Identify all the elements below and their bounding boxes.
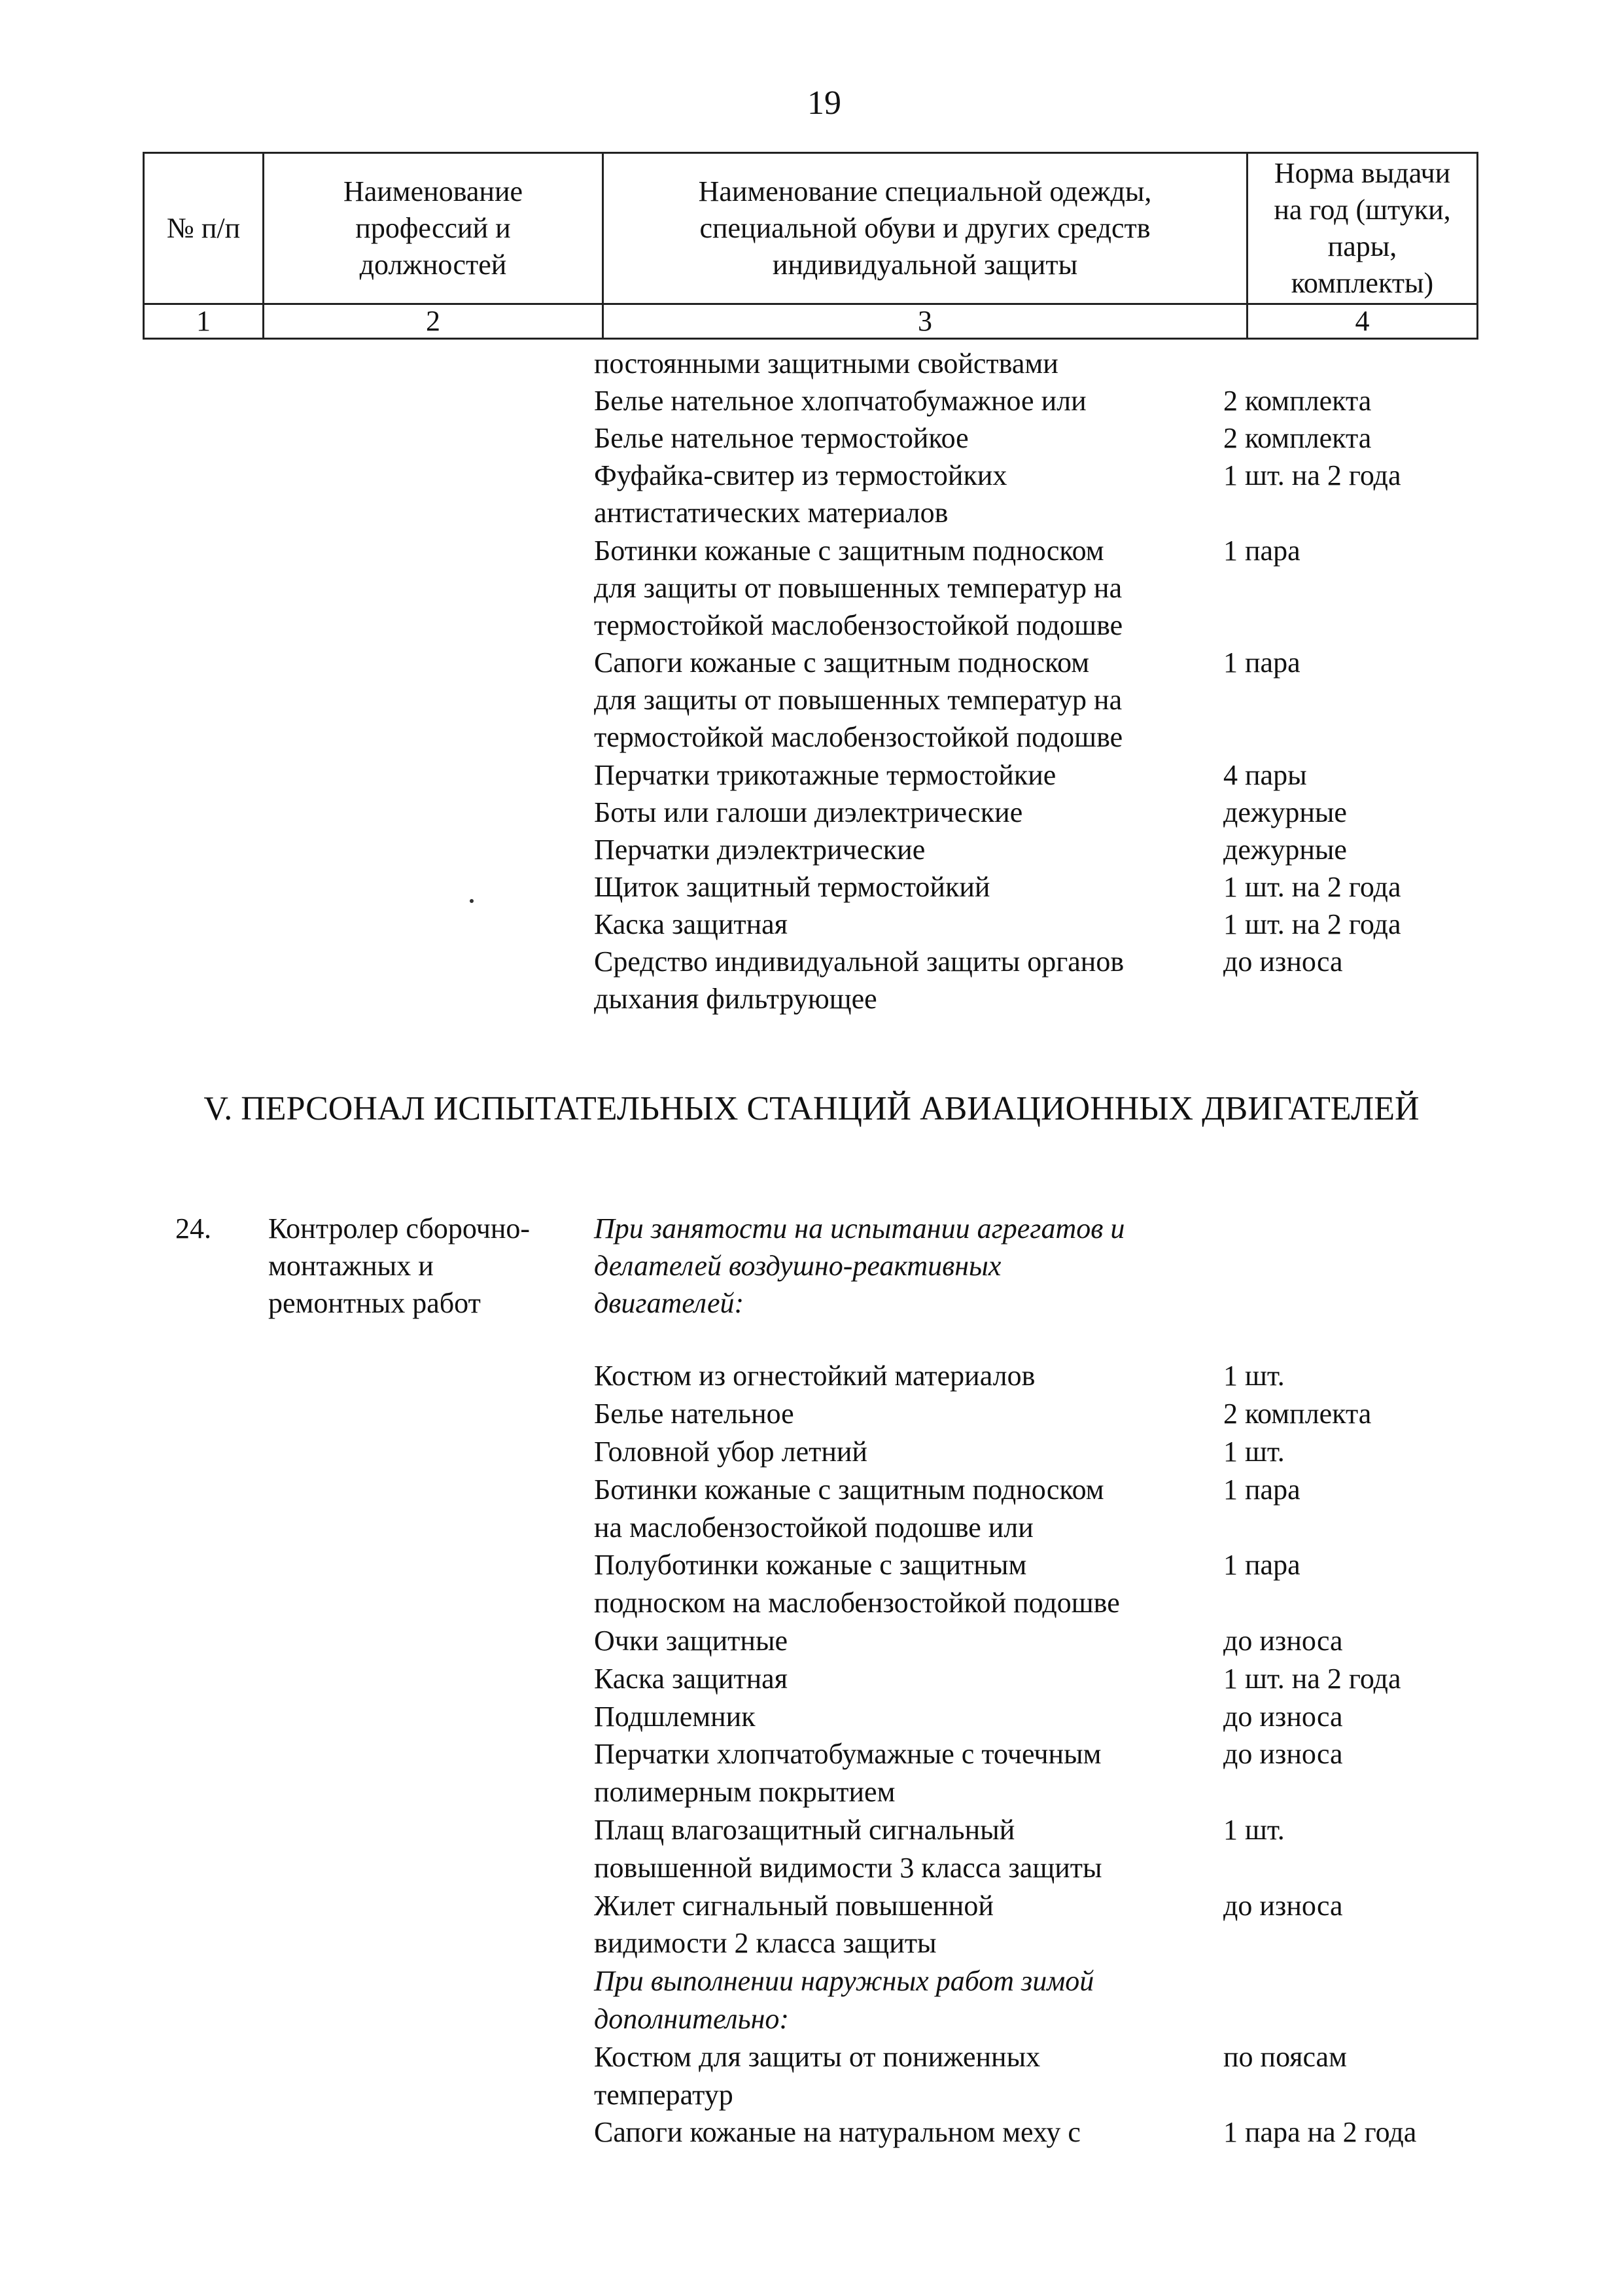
item-name-line: полимерным покрытием (594, 1776, 896, 1808)
entry-profession-line: ремонтных работ (268, 1287, 481, 1319)
header-col-equipment-line: специальной обуви и других средств (699, 212, 1151, 244)
item-name-line: для защиты от повышенных температур на (594, 684, 1123, 716)
item-name-line: Плащ влагозащитный сигнальный (594, 1814, 1015, 1846)
item-norm: 1 шт. (1223, 1436, 1285, 1468)
item-norm: до износа (1223, 1625, 1343, 1657)
header-col-equipment (603, 153, 1248, 304)
item-name-line: температур (594, 2079, 733, 2111)
entry-condition-line: При занятости на испытании агрегатов и (594, 1212, 1125, 1245)
entry-condition-line: двигателей: (594, 1287, 744, 1319)
item-norm: 1 шт. на 2 года (1223, 871, 1401, 903)
item-name-line: Боты или галоши диэлектрические (594, 796, 1023, 828)
item-name-line: Очки защитные (594, 1625, 788, 1657)
item-name-line: Белье нательное термостойкое (594, 422, 969, 454)
item-norm: до износа (1223, 945, 1343, 978)
item-name-line: повышенной видимости 3 класса защиты (594, 1852, 1102, 1884)
winter-condition-line: При выполнении наружных работ зимой (594, 1965, 1094, 1997)
header-col-norm-line: пары, (1327, 230, 1397, 262)
table-header (143, 152, 1478, 340)
item-norm: 1 пара (1223, 1474, 1300, 1506)
entry-condition-line: делателей воздушно-реактивных (594, 1250, 1002, 1282)
header-col-equipment-line: Наименование специальной одежды, (698, 175, 1152, 207)
page-number: 19 (807, 84, 841, 122)
header-col-norm-line: комплекты) (1291, 267, 1434, 299)
item-norm: 1 шт. (1223, 1814, 1285, 1846)
header-col-profession-line: профессий и (355, 212, 511, 244)
item-name-line: Каска защитная (594, 908, 788, 940)
item-norm: 2 комплекта (1223, 385, 1372, 417)
entry-profession-line: монтажных и (268, 1250, 434, 1282)
header-col-norm-line: Норма выдачи (1274, 157, 1451, 189)
stray-dot (470, 899, 474, 903)
item-name-line: на маслобензостойкой подошве или (594, 1511, 1034, 1544)
item-norm: 2 комплекта (1223, 1398, 1372, 1430)
item-name-line: Ботинки кожаные с защитным подноском (594, 535, 1104, 567)
item-norm: 4 пары (1223, 759, 1307, 791)
header-col-norm-line: на год (штуки, (1274, 194, 1451, 226)
item-name-line: антистатических материалов (594, 497, 949, 529)
header-col-norm (1248, 153, 1478, 304)
header-col-number: № п/п (144, 153, 264, 304)
item-norm: по поясам (1223, 2041, 1347, 2073)
header-col-profession-line: Наименование (343, 175, 523, 207)
item-norm: до износа (1223, 1701, 1343, 1733)
header-col-equipment-line: индивидуальной защиты (772, 249, 1078, 281)
header-number-4: 4 (1248, 304, 1478, 339)
header-number-3: 3 (603, 304, 1248, 339)
item-norm: дежурные (1223, 796, 1347, 828)
item-name-line: термостойкой маслобензостойкой подошве (594, 609, 1123, 641)
item-norm: 1 пара (1223, 646, 1300, 679)
item-norm: 1 шт. на 2 года (1223, 459, 1401, 491)
section-title: V. ПЕРСОНАЛ ИСПЫТАТЕЛЬНЫХ СТАНЦИЙ АВИАЦИОННЫХ ДВИГАТЕЛЕЙ (203, 1090, 1420, 1127)
item-name-line: Перчатки хлопчатобумажные с точечным (594, 1738, 1102, 1770)
item-name-line: Белье нательное (594, 1398, 794, 1430)
item-name-line: Головной убор летний (594, 1436, 867, 1468)
item-name-line: Сапоги кожаные на натуральном меху с (594, 2116, 1081, 2148)
item-name-line: Щиток защитный термостойкий (594, 871, 990, 903)
item-norm: до износа (1223, 1890, 1343, 1922)
item-name-line: Костюм для защиты от пониженных (594, 2041, 1041, 2073)
winter-condition-line: дополнительно: (594, 2003, 790, 2035)
item-norm: 2 комплекта (1223, 422, 1372, 454)
item-name-line: Сапоги кожаные с защитным подноском (594, 646, 1090, 679)
item-norm: 1 шт. (1223, 1360, 1285, 1392)
item-name-line: Белье нательное хлопчатобумажное или (594, 385, 1087, 417)
item-name-line: дыхания фильтрующее (594, 983, 877, 1015)
item-name-line: Фуфайка-свитер из термостойких (594, 459, 1007, 491)
item-norm: 1 шт. на 2 года (1223, 1663, 1401, 1695)
item-name-line: Полуботинки кожаные с защитным (594, 1549, 1027, 1581)
item-name-line: постоянными защитными свойствами (594, 347, 1058, 380)
item-name-line: Перчатки диэлектрические (594, 834, 926, 866)
header-col-profession-line: должностей (359, 249, 507, 281)
item-name-line: подноском на маслобензостойкой подошве (594, 1587, 1120, 1619)
item-name-line: Костюм из огнестойкий материалов (594, 1360, 1036, 1392)
header-col-profession (264, 153, 603, 304)
item-norm: до износа (1223, 1738, 1343, 1770)
header-number-1: 1 (144, 304, 264, 339)
item-norm: 1 пара на 2 года (1223, 2116, 1417, 2148)
item-norm: 1 пара (1223, 535, 1300, 567)
item-name-line: Ботинки кожаные с защитным подноском (594, 1474, 1104, 1506)
item-name-line: Подшлемник (594, 1701, 756, 1733)
item-norm: дежурные (1223, 834, 1347, 866)
item-norm: 1 пара (1223, 1549, 1300, 1581)
item-name-line: термостойкой маслобензостойкой подошве (594, 721, 1123, 753)
header-number-2: 2 (264, 304, 603, 339)
item-name-line: Средство индивидуальной защиты органов (594, 945, 1125, 978)
item-name-line: для защиты от повышенных температур на (594, 572, 1123, 604)
item-name-line: Каска защитная (594, 1663, 788, 1695)
item-name-line: Жилет сигнальный повышенной (594, 1890, 994, 1922)
entry-number: 24. (175, 1212, 211, 1245)
item-name-line: Перчатки трикотажные термостойкие (594, 759, 1056, 791)
item-norm: 1 шт. на 2 года (1223, 908, 1401, 940)
item-name-line: видимости 2 класса защиты (594, 1927, 937, 1959)
entry-profession-line: Контролер сборочно- (268, 1212, 531, 1245)
